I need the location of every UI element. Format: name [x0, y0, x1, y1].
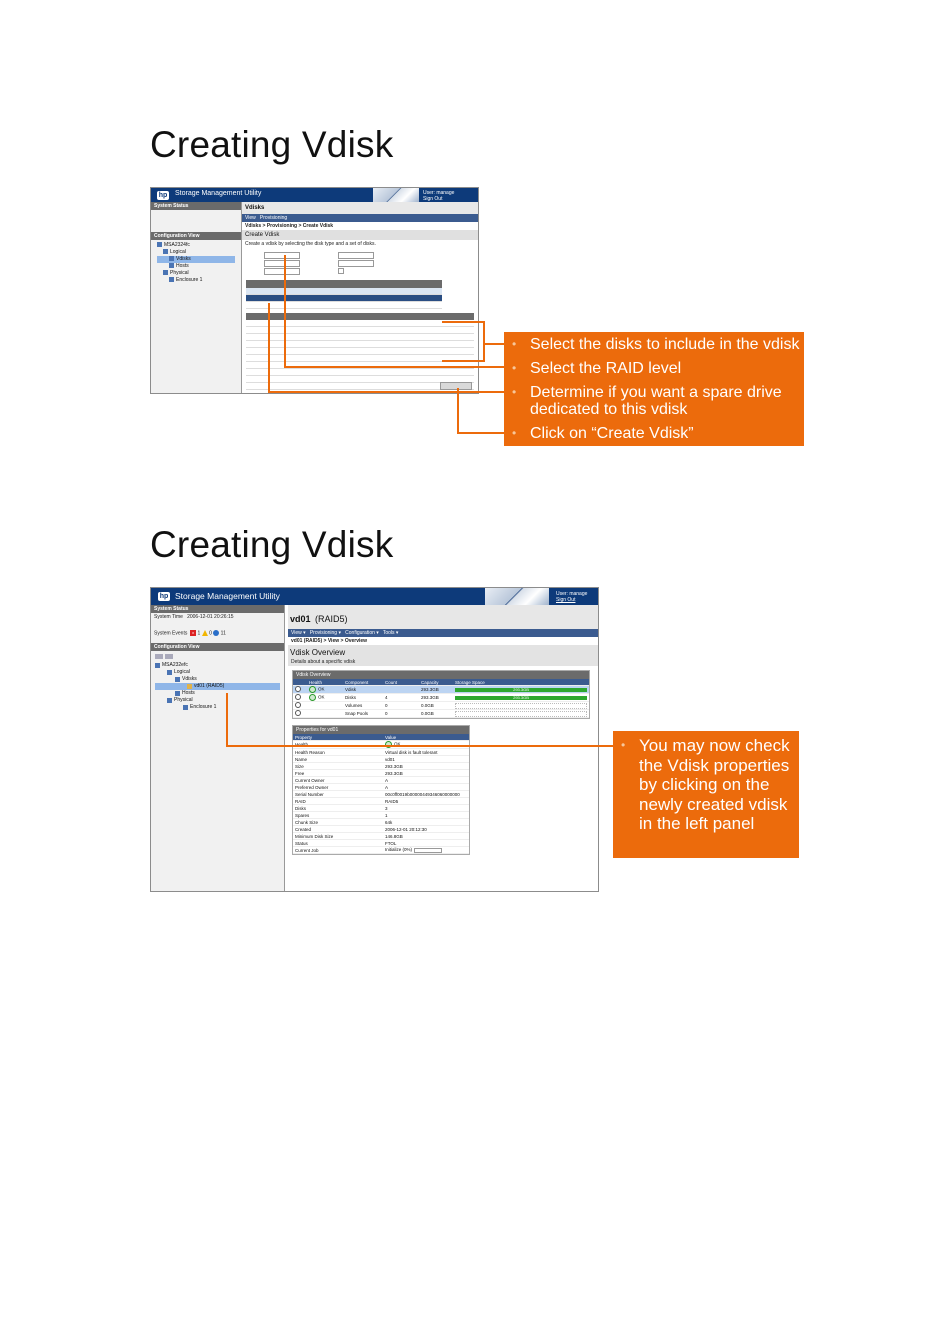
- screenshot-create-vdisk: [150, 187, 479, 394]
- breadcrumb: Vdisks > Provisioning > Create Vdisk: [245, 223, 334, 229]
- user-info: User: manage Sign Out: [556, 591, 588, 603]
- radio-button[interactable]: [295, 686, 301, 692]
- system-icon: [155, 663, 160, 668]
- folder-icon: [175, 677, 180, 682]
- section-title-1: Creating Vdisk: [150, 124, 394, 165]
- storage-space-bar: [455, 711, 587, 717]
- table-row: Minimum Disk Size 146.8GB: [293, 833, 469, 840]
- table-row: Size 293.3GB: [293, 763, 469, 770]
- tree-hosts[interactable]: Hosts: [157, 263, 235, 270]
- table-row: Spares 1: [293, 812, 469, 819]
- config-header: Configuration View: [151, 232, 241, 240]
- callout-item: • Select the RAID level: [504, 360, 804, 377]
- sign-out-link[interactable]: Sign Out: [556, 597, 576, 603]
- table-row: Preferred Owner A: [293, 784, 469, 791]
- header-banner: [485, 588, 549, 605]
- ok-icon: [309, 694, 316, 701]
- hp-logo-icon: hp: [158, 192, 168, 199]
- callout-item: • Select the disks to include in the vdisk: [504, 336, 804, 353]
- overview-table-caption: Vdisk Overview: [293, 671, 589, 679]
- storage-space-bar: 293.3GB: [455, 696, 587, 700]
- menu-provisioning[interactable]: Provisioning ▾: [309, 630, 341, 636]
- section-title-2: Creating Vdisk: [150, 524, 394, 565]
- tree-vdisks[interactable]: Vdisks: [155, 676, 280, 683]
- vdisk-name-field[interactable]: [264, 252, 300, 259]
- table-row: Status FTOL: [293, 840, 469, 847]
- spares-select[interactable]: [338, 260, 374, 267]
- info-icon: [213, 630, 219, 636]
- screenshot-vdisk-overview: [150, 587, 599, 892]
- col-header: Component: [343, 679, 383, 686]
- app-header: [151, 188, 478, 202]
- disk-selection-table: [246, 280, 442, 309]
- connector-line: [442, 360, 485, 362]
- table-row[interactable]: Volumes 0 0.0GB: [293, 702, 589, 710]
- chunk-size-select[interactable]: [264, 268, 300, 275]
- tree-root[interactable]: MSA232efc: [155, 662, 280, 669]
- folder-icon: [167, 698, 172, 703]
- table-row: Current Job Initialize (0%): [293, 847, 469, 854]
- menu-configuration[interactable]: Configuration ▾: [345, 630, 379, 636]
- vdisk-icon: [187, 684, 192, 689]
- user-info: User: manage Sign Out: [423, 190, 455, 202]
- instructions-callout-2: [613, 731, 799, 858]
- form-title: Create Vdisk: [242, 230, 478, 240]
- menu-bar: [242, 214, 478, 222]
- status-header: System Status: [151, 202, 241, 210]
- table-row: Created 2006-12-01 20:12:30: [293, 826, 469, 833]
- main-panel: [288, 605, 598, 891]
- storage-space-bar: [455, 703, 587, 709]
- system-time: System Time 2006-12-01 20:26:15: [154, 614, 234, 620]
- tree-hosts[interactable]: Hosts: [155, 690, 280, 697]
- tree-physical[interactable]: Physical: [155, 697, 280, 704]
- radio-button[interactable]: [295, 710, 301, 716]
- enclosure-icon: [183, 705, 188, 710]
- tree-toolbar: [155, 654, 280, 662]
- col-header: Property: [293, 734, 383, 741]
- connector-line: [226, 745, 614, 747]
- table-row[interactable]: Snap Pools 0 0.0GB: [293, 710, 589, 718]
- table-row: RAID RAID5: [293, 798, 469, 805]
- callout-item: • Click on “Create Vdisk”: [504, 425, 804, 442]
- create-vdisk-form: [242, 248, 478, 278]
- col-header: Value: [383, 734, 469, 741]
- app-title: Storage Management Utility: [175, 591, 280, 601]
- error-icon: x: [192, 630, 195, 636]
- raid-level-select[interactable]: [264, 260, 300, 267]
- main-panel: [242, 202, 478, 393]
- tree-enclosure[interactable]: Enclosure 1: [157, 277, 235, 284]
- menu-provisioning[interactable]: Provisioning: [259, 215, 288, 221]
- col-header: Storage Space: [453, 679, 589, 686]
- menu-bar: [288, 629, 598, 637]
- hp-logo-icon: hp: [159, 593, 169, 600]
- config-tree: [151, 651, 284, 714]
- job-progress-bar: [414, 848, 442, 853]
- tree-enclosure[interactable]: Enclosure 1: [155, 704, 280, 711]
- create-vdisk-button[interactable]: [440, 382, 472, 390]
- radio-button[interactable]: [295, 702, 301, 708]
- ok-icon: [309, 686, 316, 693]
- connector-line: [284, 255, 286, 367]
- table-row: Health Reason Virtual disk is fault tolerant: [293, 749, 469, 756]
- menu-view[interactable]: View ▾: [291, 630, 306, 636]
- system-events: System Events x 1 0 11: [154, 630, 226, 637]
- col-header: Health: [307, 679, 343, 686]
- tree-logical[interactable]: Logical: [155, 669, 280, 676]
- properties-caption: Properties for vd01: [293, 726, 469, 734]
- overview-description: Details about a specific vdisk: [288, 658, 598, 666]
- connector-line: [457, 432, 505, 434]
- breadcrumb: vd01 (RAID5) > View > Overview: [291, 638, 368, 644]
- tree-vdisks[interactable]: Vdisks: [157, 256, 235, 263]
- tree-vd01[interactable]: vd01 (RAID5): [155, 683, 280, 690]
- menu-view[interactable]: View: [245, 215, 256, 221]
- menu-tools[interactable]: Tools ▾: [382, 630, 399, 636]
- warning-icon: [202, 630, 208, 636]
- system-status-header: System Status: [151, 605, 284, 613]
- header-banner: [373, 188, 419, 202]
- connector-line: [485, 343, 505, 345]
- col-header: Capacity: [419, 679, 453, 686]
- instructions-callout: [504, 332, 804, 446]
- connector-line: [268, 391, 505, 393]
- connector-line: [284, 366, 505, 368]
- folder-icon: [167, 670, 172, 675]
- connector-line: [226, 693, 228, 747]
- folder-icon: [175, 691, 180, 696]
- table-row: Disks 3: [293, 805, 469, 812]
- online-init-checkbox[interactable]: [338, 268, 344, 274]
- form-description: Create a vdisk by selecting the disk type and a set of disks.: [245, 241, 376, 247]
- config-view-header: Configuration View: [151, 643, 284, 651]
- radio-button[interactable]: [295, 694, 301, 700]
- left-panel: [151, 202, 242, 393]
- tree-root[interactable]: MSA2324fc: [157, 242, 235, 249]
- table-row: Serial Number 00c0ff0019b00000449346060000000: [293, 791, 469, 798]
- table-row[interactable]: OK Vdisk 293.3GB 293.3GB: [293, 686, 589, 694]
- callout-item: • You may now check the Vdisk properties by clicking on the newly created vdisk in the left panel: [613, 736, 799, 834]
- tree-logical[interactable]: Logical: [157, 249, 235, 256]
- table-row: Name vd01: [293, 756, 469, 763]
- col-header: Count: [383, 679, 419, 686]
- table-row[interactable]: OK Disks 4 293.3GB 293.3GB: [293, 694, 589, 702]
- callout-item: • Determine if you want a spare drive dedicated to this vdisk: [504, 384, 804, 418]
- table-row: Free 293.3GB: [293, 770, 469, 777]
- storage-space-bar: 293.3GB: [455, 688, 587, 692]
- connector-line: [268, 303, 270, 392]
- assign-to-select[interactable]: [338, 252, 374, 259]
- sign-out-link[interactable]: Sign Out: [423, 196, 443, 202]
- tree-physical[interactable]: Physical: [157, 270, 235, 277]
- page-title: Vdisks: [242, 202, 478, 214]
- connector-line: [457, 388, 459, 433]
- app-header: [151, 588, 598, 605]
- table-row: Chunk Size 64k: [293, 819, 469, 826]
- vdisk-overview-table: [292, 670, 590, 719]
- app-title: Storage Management Utility: [175, 190, 262, 197]
- vdisk-page-title: vd01 (RAID5): [288, 605, 598, 629]
- table-row: Current Owner A: [293, 777, 469, 784]
- connector-line: [483, 321, 485, 361]
- left-panel: [151, 605, 285, 891]
- connector-line: [442, 321, 484, 323]
- overview-title: Vdisk Overview: [288, 645, 598, 658]
